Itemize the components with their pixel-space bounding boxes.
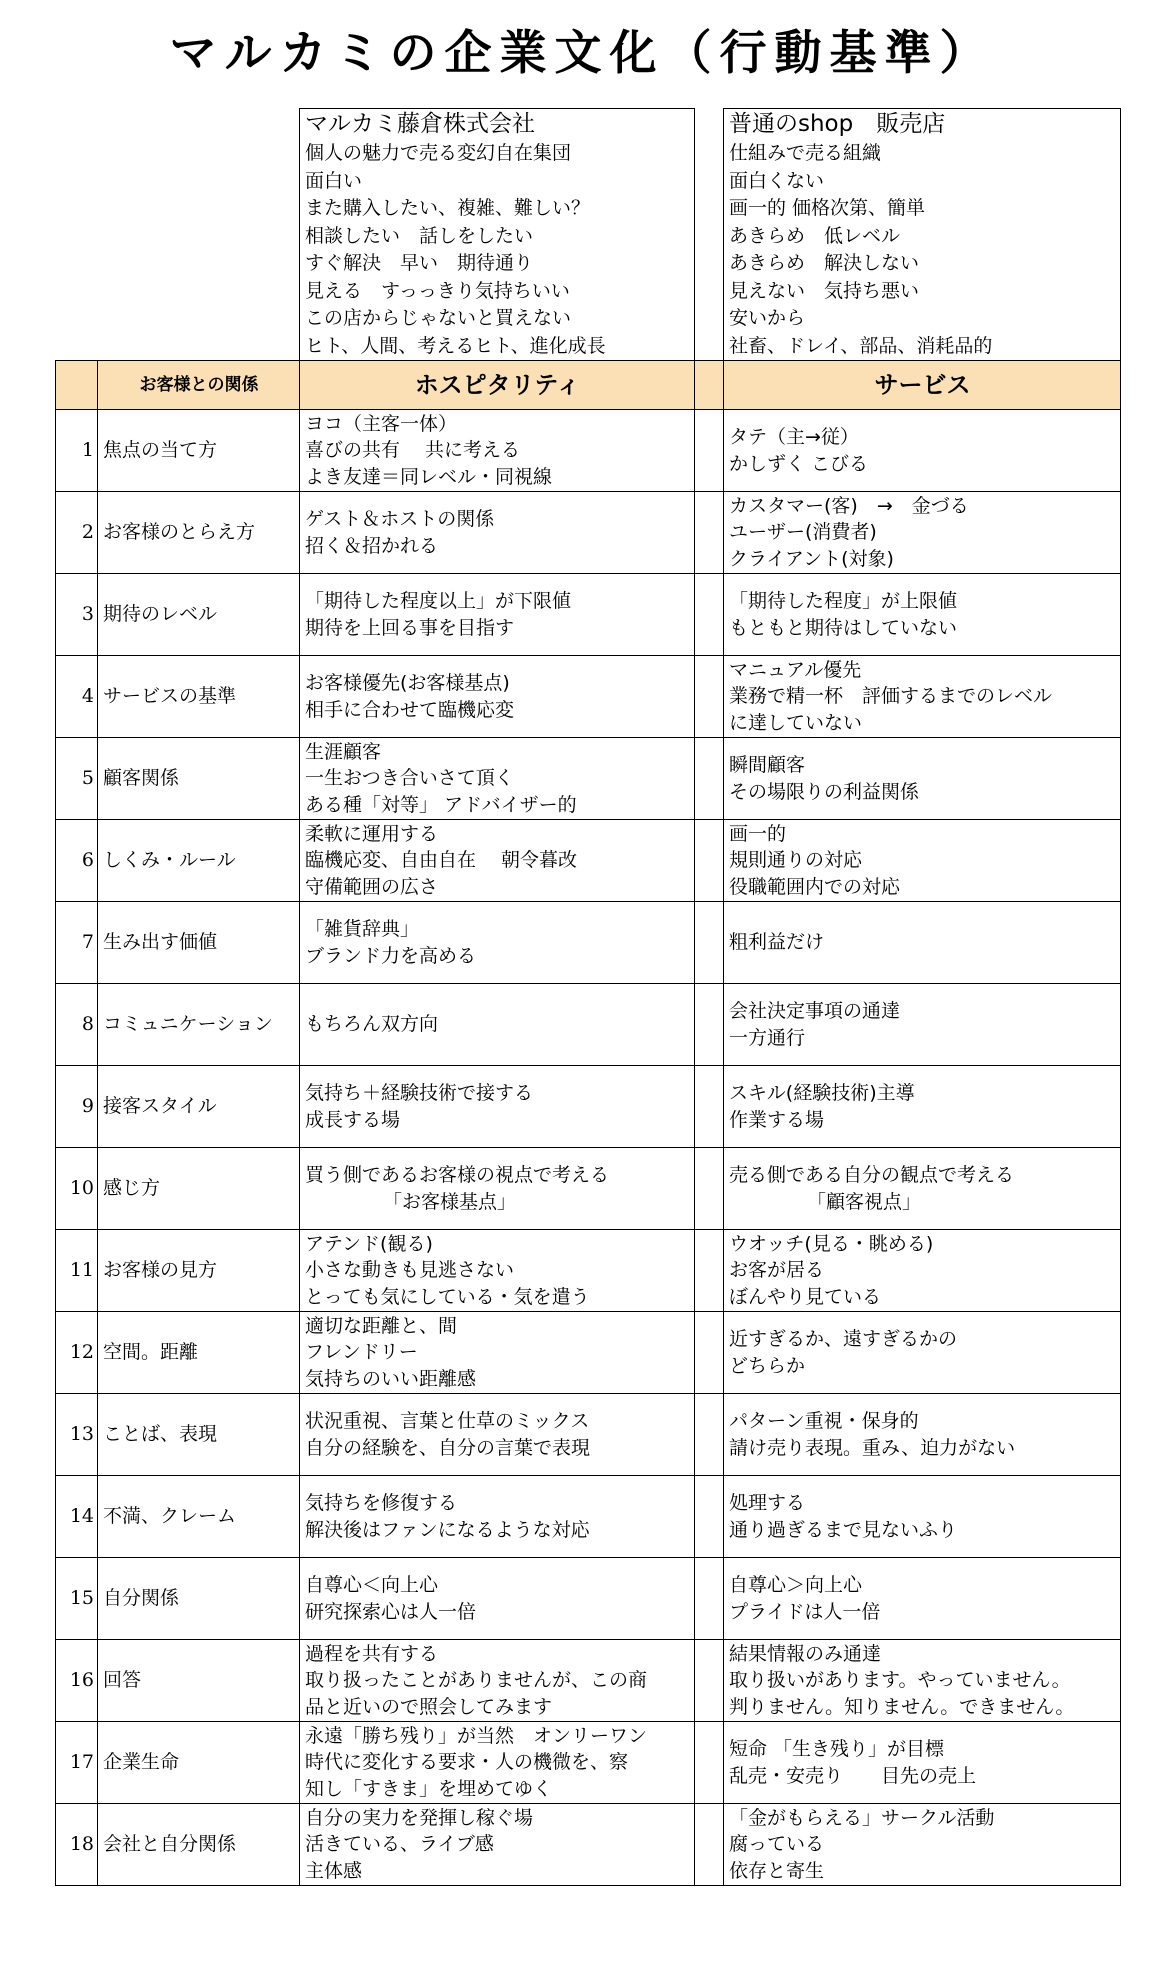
intro-line: また購入したい、複雑、難しい？	[305, 197, 591, 219]
cell-line: 気持ち＋経験技術で接する	[305, 1082, 534, 1104]
table-row	[56, 1312, 1121, 1394]
cell-line: 取り扱ったことがありませんが、この商	[305, 1669, 648, 1692]
service-cell	[724, 492, 1121, 574]
cell-line: ヨコ（主客一体）	[305, 412, 458, 435]
cell-line: 規則通りの対応	[729, 849, 863, 872]
intro-line: あきらめ 低レベル	[729, 224, 901, 247]
hospitality-cell	[300, 1148, 695, 1230]
cell-line: 解決後はファンになるような対応	[305, 1518, 590, 1541]
row-topic: しくみ・ルール	[98, 820, 300, 902]
cell-line: 役職範囲内での対応	[729, 875, 901, 898]
cell-line: 気持ちを修復する	[305, 1492, 458, 1514]
cell-line: タテ（主→従）	[729, 426, 859, 448]
cell-line: 乱売・安売り 目先の売上	[729, 1764, 977, 1787]
service-cell	[724, 1558, 1121, 1640]
intro-line: 個人の魅力で売る変幻自在集団	[305, 142, 572, 164]
table-header-row	[56, 361, 1121, 410]
cell-line: 「金がもらえる」サークル活動	[729, 1806, 995, 1829]
hospitality-cell	[300, 1476, 695, 1558]
intro-line: 面白い	[305, 169, 363, 192]
row-number: 5	[56, 738, 98, 820]
intro-line: 安いから	[729, 307, 806, 329]
service-cell	[724, 984, 1121, 1066]
normal-shop-header: 普通のshop 販売店	[724, 109, 1121, 140]
cell-line: 相手に合わせて臨機応変	[305, 698, 515, 721]
cell-line: 状況重視、言葉と仕草のミックス	[305, 1410, 590, 1432]
cell-line: ユーザー(消費者)	[729, 521, 877, 544]
cell-line: 粗利益だけ	[729, 931, 825, 954]
hospitality-cell	[300, 984, 695, 1066]
row-number: 12	[56, 1312, 98, 1394]
cell-line: 結果情報のみ通達	[729, 1642, 882, 1665]
table-row	[56, 410, 1121, 492]
row-number: 10	[56, 1148, 98, 1230]
cell-line: に達していない	[729, 711, 863, 734]
culture-table	[55, 108, 1121, 1886]
row-topic: ことば、表現	[98, 1394, 300, 1476]
intro-line: 見えない 気持ち悪い	[729, 279, 920, 302]
service-cell	[724, 1312, 1121, 1394]
cell-line: 「雑貨辞典」	[305, 918, 420, 940]
cell-line: どちらか	[729, 1354, 806, 1377]
hospitality-cell	[300, 574, 695, 656]
cell-line: 作業する場	[729, 1108, 825, 1131]
row-topic: 顧客関係	[98, 738, 300, 820]
cell-line: 活きている、ライブ感	[305, 1833, 494, 1856]
normal-shop-description	[724, 139, 1121, 361]
intro-line: 相談したい 話しをしたい	[305, 224, 534, 247]
cell-line: 過程を共有する	[305, 1642, 439, 1665]
cell-line: マニュアル優先	[729, 658, 862, 681]
cell-line: 招く＆招かれる	[305, 534, 439, 557]
hospitality-cell	[300, 1722, 695, 1804]
cell-line: 請け売り表現。重み、迫力がない	[729, 1436, 1016, 1459]
table-row	[56, 738, 1121, 820]
cell-line: 自分の経験を、自分の言葉で表現	[305, 1436, 591, 1459]
cell-line: 一方通行	[729, 1026, 806, 1049]
cell-line: もちろん双方向	[305, 1013, 439, 1036]
cell-line: 依存と寄生	[729, 1859, 825, 1882]
cell-line: 生涯顧客	[305, 740, 382, 763]
cell-line: 通り過ぎるまで見ないふり	[729, 1518, 958, 1541]
company-description	[300, 139, 695, 361]
cell-line: クライアント(対象)	[729, 547, 894, 570]
row-number: 13	[56, 1394, 98, 1476]
row-topic: お客様のとらえ方	[98, 492, 300, 574]
hospitality-cell	[300, 1640, 695, 1722]
table-row	[56, 1640, 1121, 1722]
cell-line: 売る側である自分の観点で考える	[729, 1164, 1015, 1186]
intro-line: この店からじゃないと買えない	[305, 307, 572, 329]
intro-header-row	[56, 109, 1121, 140]
hospitality-cell	[300, 410, 695, 492]
cell-line: 気持ちのいい距離感	[305, 1367, 477, 1390]
hospitality-cell	[300, 492, 695, 574]
service-cell	[724, 656, 1121, 738]
row-topic: コミュニケーション	[98, 984, 300, 1066]
intro-line: ヒト、人間、考えるヒト、進化成長	[305, 334, 606, 357]
cell-line: ゲスト＆ホストの関係	[305, 508, 495, 530]
table-row	[56, 492, 1121, 574]
row-number: 8	[56, 984, 98, 1066]
cell-line: パターン重視・保身的	[729, 1410, 919, 1432]
table-row	[56, 1230, 1121, 1312]
row-topic: サービスの基準	[98, 656, 300, 738]
row-number: 18	[56, 1804, 98, 1886]
table-row	[56, 1722, 1121, 1804]
row-topic: 会社と自分関係	[98, 1804, 300, 1886]
service-header: サービス	[724, 361, 1121, 410]
cell-line: 適切な距離と、間	[305, 1314, 458, 1337]
cell-line: かしずく こびる	[729, 452, 869, 475]
table-row	[56, 902, 1121, 984]
page-title: マルカミの企業文化（行動基準）	[169, 26, 995, 81]
service-cell	[724, 1394, 1121, 1476]
cell-line: 臨機応変、自由自在 朝令暮改	[305, 849, 578, 872]
hospitality-cell	[300, 902, 695, 984]
row-topic: 感じ方	[98, 1148, 300, 1230]
cell-line: 「お客様基点」	[383, 1190, 517, 1213]
hospitality-cell	[300, 1558, 695, 1640]
row-topic: 不満、クレーム	[98, 1476, 300, 1558]
service-cell	[724, 1230, 1121, 1312]
row-number: 7	[56, 902, 98, 984]
row-topic: 期待のレベル	[98, 574, 300, 656]
cell-line: 主体感	[305, 1859, 363, 1882]
row-topic: 自分関係	[98, 1558, 300, 1640]
intro-line: 見える すっっきり気持ちいい	[305, 279, 570, 302]
hospitality-cell	[300, 1394, 695, 1476]
cell-line: 知し「すきま」を埋めてゆく	[305, 1777, 553, 1800]
row-number: 16	[56, 1640, 98, 1722]
cell-line: 時代に変化する要求・人の機微を、察	[305, 1751, 629, 1774]
table-row	[56, 820, 1121, 902]
cell-line: 成長する場	[305, 1108, 401, 1131]
cell-line: 守備範囲の広さ	[305, 875, 439, 898]
service-cell	[724, 1148, 1121, 1230]
cell-line: フレンドリー	[305, 1341, 418, 1364]
cell-line: 判りません。知りません。できません。	[729, 1695, 1075, 1718]
cell-line: アテンド(観る)	[305, 1232, 433, 1255]
cell-line: 処理する	[729, 1492, 806, 1514]
cell-line: スキル(経験技術)主導	[729, 1082, 915, 1104]
cell-line: 会社決定事項の通達	[729, 1000, 901, 1022]
table-row	[56, 1804, 1121, 1886]
row-topic: 接客スタイル	[98, 1066, 300, 1148]
cell-line: その場限りの利益関係	[729, 780, 920, 803]
row-topic: 回答	[98, 1640, 300, 1722]
cell-line: お客様優先(お客様基点)	[305, 672, 510, 694]
row-number: 3	[56, 574, 98, 656]
row-topic: 企業生命	[98, 1722, 300, 1804]
service-cell	[724, 574, 1121, 656]
hospitality-cell	[300, 1066, 695, 1148]
cell-line: 取り扱いがあります。やっていません。	[729, 1669, 1071, 1692]
cell-line: 喜びの共有 共に考える	[305, 439, 521, 462]
cell-line: 研究探索心は人一倍	[305, 1600, 477, 1623]
intro-line: 面白くない	[729, 169, 825, 192]
table-row	[56, 984, 1121, 1066]
table-row	[56, 1476, 1121, 1558]
cell-line: 瞬間顧客	[729, 754, 806, 776]
cell-line: 画一的	[729, 822, 787, 845]
intro-body-row	[56, 139, 1121, 361]
row-topic: 焦点の当て方	[98, 410, 300, 492]
service-cell	[724, 902, 1121, 984]
hospitality-header: ホスピタリティ	[300, 361, 695, 410]
cell-line: ぼんやり見ている	[729, 1285, 882, 1308]
table-row	[56, 574, 1121, 656]
table-row	[56, 1558, 1121, 1640]
cell-line: 自尊心＞向上心	[729, 1574, 863, 1596]
cell-line: ある種「対等」 アドバイザー的	[305, 793, 577, 816]
cell-line: プライドは人一倍	[729, 1600, 881, 1623]
relation-header: お客様との関係	[98, 361, 300, 410]
service-cell	[724, 410, 1121, 492]
cell-line: 自分の実力を発揮し稼ぐ場	[305, 1806, 534, 1829]
hospitality-cell	[300, 820, 695, 902]
row-number: 15	[56, 1558, 98, 1640]
row-topic: お客様の見方	[98, 1230, 300, 1312]
cell-line: 腐っている	[729, 1833, 825, 1856]
row-number: 6	[56, 820, 98, 902]
hospitality-cell	[300, 738, 695, 820]
intro-line: 画一的 価格次第、簡単	[729, 197, 926, 219]
table-row	[56, 1394, 1121, 1476]
row-number: 2	[56, 492, 98, 574]
cell-line: 業務で精一杯 評価するまでのレベル	[729, 685, 1053, 708]
cell-line: ウオッチ(見る・眺める)	[729, 1232, 934, 1255]
company-header: マルカミ藤倉株式会社	[300, 109, 695, 140]
cell-line: 「顧客視点」	[807, 1190, 922, 1213]
cell-line: 自尊心＜向上心	[305, 1574, 439, 1596]
service-cell	[724, 738, 1121, 820]
service-cell	[724, 1804, 1121, 1886]
row-topic: 生み出す価値	[98, 902, 300, 984]
table-row	[56, 1066, 1121, 1148]
hospitality-cell	[300, 1804, 695, 1886]
cell-line: 期待を上回る事を目指す	[305, 616, 515, 639]
intro-line: 社畜、ドレイ、部品、消耗品的	[729, 334, 993, 357]
hospitality-cell	[300, 1312, 695, 1394]
row-number: 11	[56, 1230, 98, 1312]
row-number: 17	[56, 1722, 98, 1804]
cell-line: 品と近いので照会してみます	[305, 1695, 553, 1718]
service-cell	[724, 1066, 1121, 1148]
cell-line: 一生おつき合いさて頂く	[305, 767, 514, 790]
cell-line: ブランド力を高める	[305, 944, 477, 967]
cell-line: もともと期待はしていない	[729, 616, 958, 639]
row-number: 1	[56, 410, 98, 492]
row-number: 4	[56, 656, 98, 738]
hospitality-cell	[300, 1230, 695, 1312]
table-row	[56, 1148, 1121, 1230]
row-number: 9	[56, 1066, 98, 1148]
intro-line: あきらめ 解決しない	[729, 252, 920, 274]
cell-line: 買う側であるお客様の視点で考える	[305, 1164, 610, 1186]
table-row	[56, 656, 1121, 738]
service-cell	[724, 1476, 1121, 1558]
row-number: 14	[56, 1476, 98, 1558]
service-cell	[724, 1722, 1121, 1804]
intro-line: すぐ解決 早い 期待通り	[305, 252, 534, 274]
cell-line: カスタマー(客) → 金づる	[729, 494, 969, 517]
hospitality-cell	[300, 656, 695, 738]
cell-line: とっても気にしている・気を遣う	[305, 1285, 590, 1308]
cell-line: 近すぎるか、遠すぎるかの	[729, 1328, 958, 1350]
row-topic: 空間。距離	[98, 1312, 300, 1394]
cell-line: お客が居る	[729, 1259, 825, 1282]
cell-line: 「期待した程度以上」が下限値	[305, 590, 572, 612]
cell-line: 小さな動きも見逃さない	[305, 1259, 515, 1282]
service-cell	[724, 820, 1121, 902]
service-cell	[724, 1640, 1121, 1722]
cell-line: 永遠「勝ち残り」が当然 オンリーワン	[305, 1724, 648, 1747]
intro-line: 仕組みで売る組織	[729, 142, 882, 164]
cell-line: 柔軟に運用する	[305, 822, 439, 845]
cell-line: 短命 「生き残り」が目標	[729, 1738, 945, 1760]
cell-line: 「期待した程度」が上限値	[729, 590, 958, 612]
cell-line: よき友達＝同レベル・同視線	[305, 465, 553, 488]
